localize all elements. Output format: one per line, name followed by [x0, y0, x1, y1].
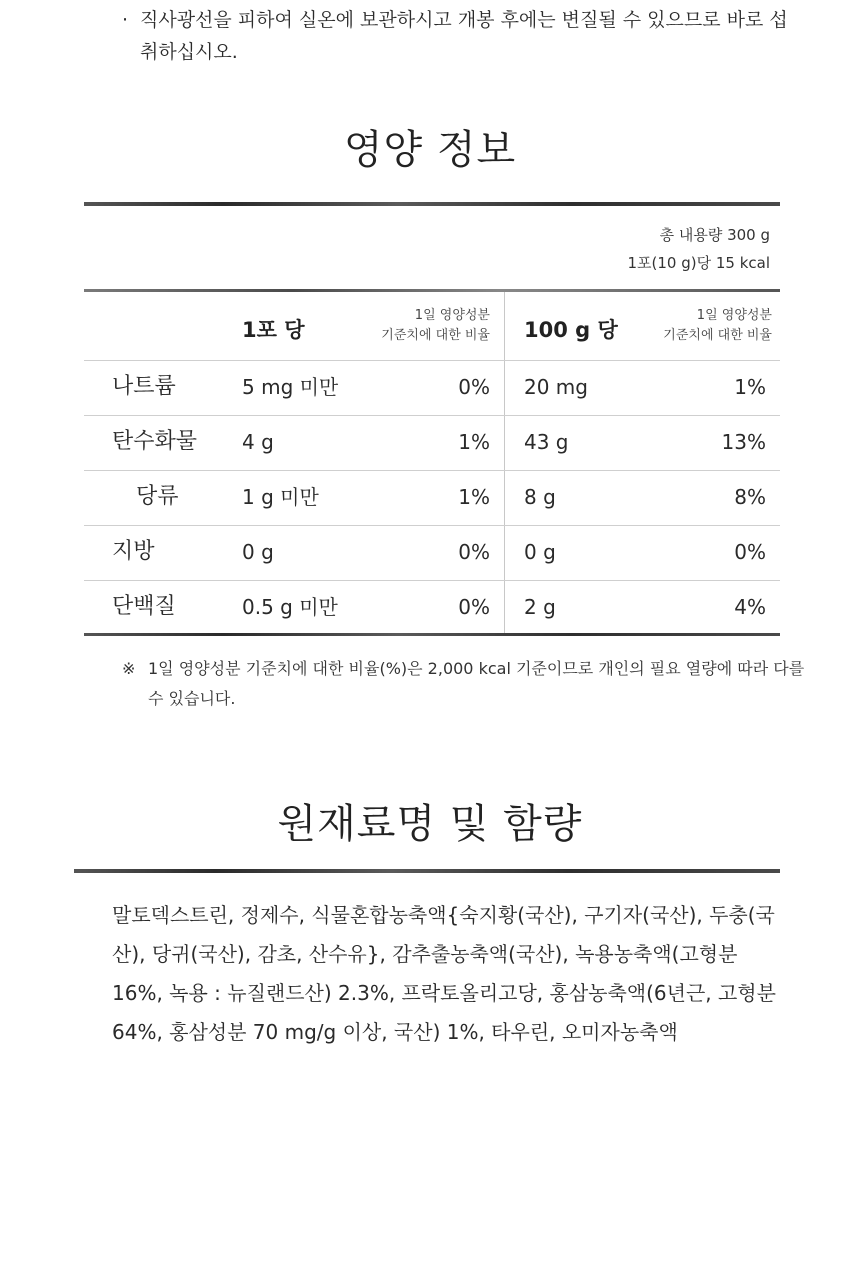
per-100g-value: 20 mg: [524, 375, 588, 399]
per-pack-percent: 1%: [458, 430, 490, 454]
footnote-text: 1일 영양성분 기준치에 대한 비율(%)은 2,000 kcal 기준이므로 개인의 필요 열량에 따라 다를 수 있습니다.: [148, 659, 805, 708]
table-row: [84, 470, 780, 524]
per-100g-percent: 8%: [734, 485, 766, 509]
per-pack-percent: 0%: [458, 595, 490, 619]
per-100g-percent: 1%: [734, 375, 766, 399]
nutrition-top-rule: [84, 202, 780, 206]
per-100g-value: 8 g: [524, 485, 556, 509]
nutrition-title: 영양 정보: [343, 127, 517, 173]
per-100g-value: 0 g: [524, 540, 556, 564]
per-serving-energy: 1포(10 g)당 15 kcal: [627, 254, 770, 272]
pct-header-pack: [381, 306, 490, 346]
per-pack-percent: 0%: [458, 375, 490, 399]
table-row: [84, 360, 780, 414]
footnote-mark: ※: [122, 659, 136, 678]
storage-note: [122, 4, 802, 68]
bullet-dot: ·: [122, 9, 129, 31]
ingredients-title: 원재료명 및 함량: [277, 801, 583, 847]
per-pack-header: 1포 당: [242, 318, 305, 342]
per-pack-value: 0.5 g 미만: [242, 595, 338, 619]
table-row: [84, 580, 780, 634]
ingredients-text: 말토덱스트린, 정제수, 식물혼합농축액{숙지황(국산), 구기자(국산), 두충(국산), 당귀(국산), 감초, 산수유}, 감추출농축액(국산), 녹용농축액(고형분 16%, 녹용 : 뉴질랜드산) 2.3%, 프락토올리고당, 홍삼농축액(6년근, 고형분 64%, 홍삼성분 70 mg/g 이상, 국산) 1%, 타우린, 오미자농축액: [112, 903, 776, 1044]
pct-header-line1: 1일 영양성분: [414, 308, 490, 323]
nutrient-name: 단백질: [112, 594, 176, 619]
per-100g-value: 43 g: [524, 430, 569, 454]
pct-header-line1: 1일 영양성분: [696, 308, 772, 323]
nutrient-name: 당류: [136, 484, 179, 509]
per-pack-value: 5 mg 미만: [242, 375, 339, 399]
nutrition-footnote: [122, 654, 822, 714]
per-100g-percent: 0%: [734, 540, 766, 564]
total-content: 총 내용량 300 g: [659, 226, 770, 244]
storage-note-text: 직사광선을 피하여 실온에 보관하시고 개봉 후에는 변질될 수 있으므로 바로 섭취하십시오.: [140, 9, 788, 63]
per-pack-percent: 1%: [458, 485, 490, 509]
table-row: [84, 415, 780, 469]
per-pack-value: 0 g: [242, 540, 274, 564]
per-pack-value: 4 g: [242, 430, 274, 454]
per-100g-value: 2 g: [524, 595, 556, 619]
nutrition-bottom-rule: [84, 633, 780, 636]
per-pack-percent: 0%: [458, 540, 490, 564]
pct-header-100g: [663, 306, 772, 346]
per-pack-value: 1 g 미만: [242, 485, 319, 509]
nutrient-name: 지방: [112, 539, 155, 564]
nutrient-name: 탄수화물: [112, 429, 198, 454]
nutrition-header-rule: [84, 289, 780, 292]
per-100g-percent: 13%: [721, 430, 766, 454]
ingredients-rule: [74, 869, 780, 873]
pct-header-line2: 기준치에 대한 비율: [381, 328, 490, 343]
pct-header-line2: 기준치에 대한 비율: [663, 328, 772, 343]
per-100g-percent: 4%: [734, 595, 766, 619]
per-100g-header: 100 g 당: [524, 318, 618, 342]
nutrient-name: 나트륨: [112, 374, 176, 399]
table-row: [84, 525, 780, 579]
